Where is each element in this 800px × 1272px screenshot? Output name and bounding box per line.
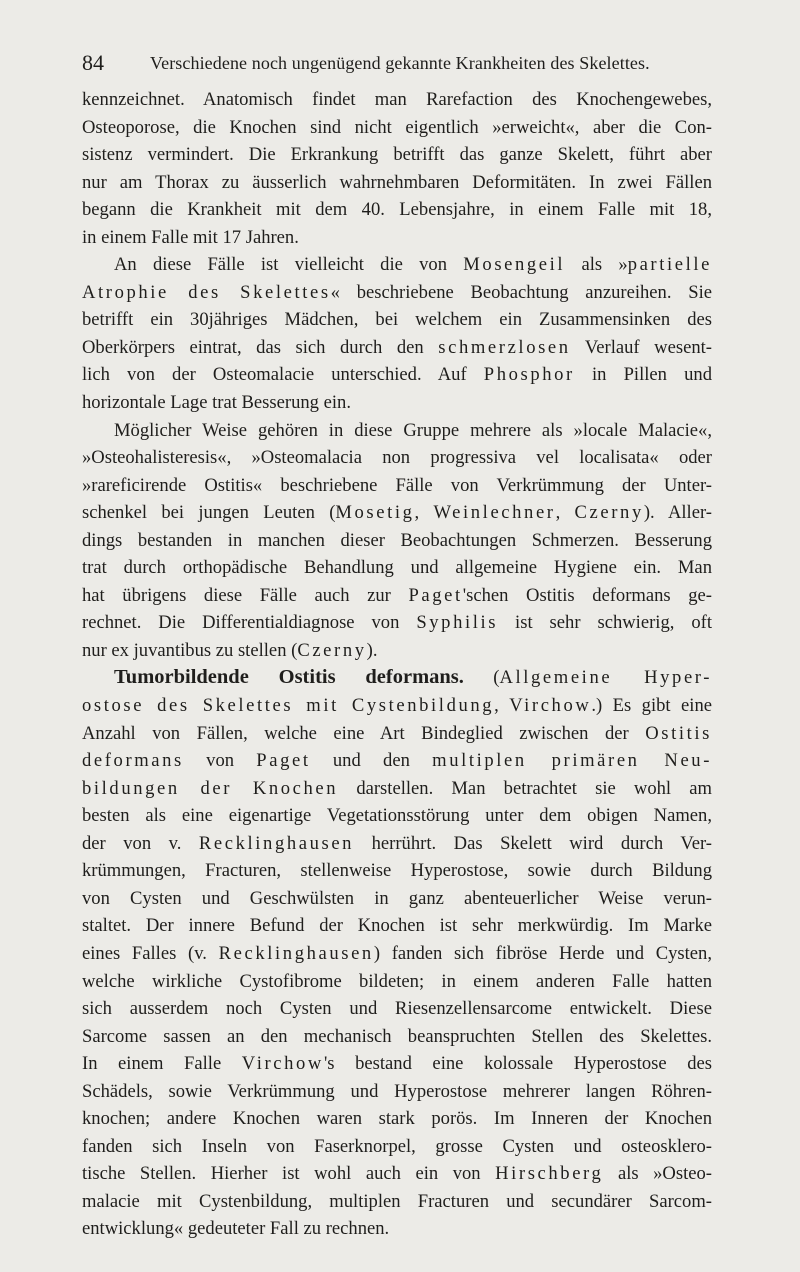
text-run: darstellen. Man betrachtet sie wohl am: [338, 777, 712, 799]
spaced-name: Czerny: [297, 639, 367, 661]
text-run: als »: [565, 254, 628, 276]
page-number: 84: [82, 50, 104, 75]
text-run: ,: [555, 502, 575, 524]
spaced-name: multiplen primären Neu-: [432, 750, 712, 772]
text-line: [82, 747, 712, 775]
text-line: [82, 444, 712, 472]
text-line: [82, 609, 712, 637]
spaced-name: Virchow: [241, 1053, 324, 1075]
spaced-name: Hirschberg: [495, 1163, 604, 1185]
text-run: 's bestand eine kolossale Hyperostose des: [323, 1053, 713, 1075]
text-run: der von v.: [82, 832, 199, 854]
text-run: nur ex juvantibus zu stellen (: [82, 639, 298, 661]
text-run: besten als eine eigenartige Vegetationsstörung unter dem obigen Namen,: [82, 805, 712, 827]
text-line: [82, 334, 712, 362]
text-run: Möglicher Weise gehören in diese Gruppe mehrere als »locale Malacie«,: [114, 419, 712, 441]
text-line: [82, 720, 712, 748]
text-run: betrifft ein 30jähriges Mädchen, bei welchem ein Zusammensinken des: [82, 309, 712, 331]
text-run: ) fanden sich fibröse Herde und Cysten,: [373, 942, 712, 964]
text-run: horizontale Lage trat Besserung ein.: [82, 392, 351, 414]
text-run: « beschriebene Beobachtung anzureihen. Sie: [330, 281, 712, 303]
spaced-name: Mosengeil: [463, 254, 566, 276]
text-line: [82, 775, 712, 803]
body-text: [82, 86, 712, 1243]
text-line: [82, 582, 712, 610]
text-line: [82, 885, 712, 913]
text-run: herrührt. Das Skelett wird durch Ver-: [354, 832, 712, 854]
text-line: [82, 802, 712, 830]
spaced-name: Weinlechner: [433, 502, 556, 524]
text-run: sich ausserdem noch Cysten und Riesenzellensarcome entwickelt. Diese: [82, 998, 712, 1020]
text-line: [82, 527, 712, 555]
text-run: ). Aller-: [643, 502, 712, 524]
text-line: [82, 169, 712, 197]
text-run: dings bestanden in manchen dieser Beobachtungen Schmerzen. Besserung: [82, 529, 712, 551]
text-run: (: [463, 667, 500, 689]
text-line: [82, 830, 712, 858]
text-run: und den: [310, 750, 433, 772]
text-run: Schädels, sowie Verkrümmung und Hyperostose mehrerer langen Röhren-: [82, 1080, 712, 1102]
text-line: [82, 940, 712, 968]
text-run: in Pillen und: [574, 364, 712, 386]
spaced-name: partielle: [627, 254, 712, 276]
text-run: schenkel bei jungen Leuten (: [82, 502, 336, 524]
text-line: [82, 224, 712, 252]
spaced-name: Virchow: [509, 695, 592, 717]
spaced-name: Czerny: [574, 502, 644, 524]
text-run: hat übrigens diese Fälle auch zur: [82, 584, 409, 606]
spaced-name: Recklinghausen: [198, 832, 355, 854]
text-run: begann die Krankheit mit dem 40. Lebensjahre, in einem Falle mit 18,: [82, 199, 712, 221]
text-run: trat durch orthopädische Behandlung und allgemeine Hygiene ein. Man: [82, 557, 712, 579]
text-run: nur am Thorax zu äusserlich wahrnehmbaren Deformitäten. In zwei Fällen: [82, 171, 712, 193]
text-line: [82, 637, 712, 665]
text-run: tische Stellen. Hierher ist wohl auch ein von: [82, 1163, 496, 1185]
text-line: [82, 279, 712, 307]
text-line: [82, 251, 712, 279]
text-line: [82, 912, 712, 940]
text-line: [82, 857, 712, 885]
section-heading: Tumorbildende Ostitis deformans.: [114, 666, 464, 689]
text-run: kennzeichnet. Anatomisch findet man Rarefaction des Knochengewebes,: [82, 89, 712, 110]
text-run: Anzahl von Fällen, welche eine Art Bindeglied zwischen der: [82, 722, 646, 744]
text-line: [82, 1078, 712, 1106]
text-run: von Cysten und Geschwülsten in ganz abenteuerlicher Weise verun-: [82, 887, 712, 909]
spaced-name: Ostitis: [645, 722, 712, 744]
spaced-name: Atrophie des Skelettes: [82, 281, 331, 303]
text-line: [82, 389, 712, 417]
text-run: krümmungen, Fracturen, stellenweise Hyperostose, sowie durch Bildung: [82, 860, 712, 882]
text-line: [82, 499, 712, 527]
spaced-name: Recklinghausen: [218, 942, 374, 964]
text-run: An diese Fälle ist vielleicht die von: [114, 254, 464, 276]
running-title: Verschiedene noch ungenügend gekannte Krankheiten des Skelettes.: [150, 53, 650, 73]
text-line: [82, 1133, 712, 1161]
spaced-name: Paget: [408, 584, 463, 606]
text-run: Verlauf wesent-: [570, 336, 712, 358]
text-run: ist sehr schwierig, oft: [498, 612, 713, 634]
text-run: als »Osteo-: [603, 1163, 713, 1185]
text-line: [82, 1023, 712, 1051]
text-run: Oberkörpers eintrat, das sich durch den: [82, 336, 439, 358]
text-line: [82, 361, 712, 389]
text-run: Sarcome sassen an den mechanisch beanspruchten Stellen des Skelettes.: [82, 1025, 712, 1047]
text-run: entwicklung« gedeuteter Fall zu rechnen.: [82, 1218, 390, 1240]
spaced-name: ostose des Skelettes mit Cystenbildung: [82, 695, 495, 717]
text-line: [82, 1215, 712, 1243]
text-line: [82, 141, 712, 169]
text-run: »Osteohalisteresis«, »Osteomalacia non progressiva vel localisata« oder: [82, 447, 712, 469]
text-line: [82, 692, 712, 720]
text-line: [82, 417, 712, 445]
text-run: welche wirkliche Cystofibrome bildeten; in einem anderen Falle hatten: [82, 970, 712, 992]
spaced-name: Phosphor: [483, 364, 575, 386]
spaced-name: deformans: [82, 750, 184, 772]
page-header: [82, 48, 722, 78]
text-run: lich von der Osteomalacie unterschied. Auf: [82, 364, 484, 386]
text-line: [82, 968, 712, 996]
text-line: [82, 554, 712, 582]
text-run: »rareficirende Ostitis« beschriebene Fälle von Verkrümmung der Unter-: [82, 474, 712, 496]
text-line: [82, 1105, 712, 1133]
text-line: [82, 306, 712, 334]
spaced-name: Mosetig: [335, 502, 415, 524]
text-line: [82, 664, 712, 692]
text-line: [82, 1050, 712, 1078]
text-line: [82, 86, 712, 114]
text-line: [82, 1188, 712, 1216]
text-run: rechnet. Die Differentialdiagnose von: [82, 612, 417, 634]
text-run: eines Falles (v.: [82, 942, 219, 964]
text-line: [82, 114, 712, 142]
text-run: knochen; andere Knochen waren stark porös. Im Inneren der Knochen: [82, 1108, 712, 1130]
text-line: [82, 1160, 712, 1188]
text-run: von: [183, 750, 257, 772]
text-run: Osteoporose, die Knochen sind nicht eigentlich »erweicht«, aber die Con-: [82, 116, 712, 138]
text-run: sistenz vermindert. Die Erkrankung betrifft das ganze Skelett, führt aber: [82, 144, 712, 166]
text-run: ).: [366, 639, 378, 661]
spaced-name: Paget: [256, 750, 311, 772]
spaced-name: bildungen der Knochen: [82, 777, 339, 799]
text-run: .) Es gibt eine: [591, 695, 712, 717]
text-run: ,: [494, 695, 510, 717]
text-line: [82, 196, 712, 224]
text-run: malacie mit Cystenbildung, multiplen Fracturen und secundärer Sarcom-: [82, 1190, 712, 1212]
text-run: fanden sich Inseln von Faserknorpel, grosse Cysten und osteosklero-: [82, 1135, 712, 1157]
spaced-name: schmerzlosen: [438, 336, 571, 358]
spaced-name: Allgemeine Hyper-: [499, 667, 713, 689]
text-run: staltet. Der innere Befund der Knochen ist sehr merkwürdig. Im Marke: [82, 915, 712, 937]
text-run: In einem Falle: [82, 1053, 242, 1075]
text-line: [82, 472, 712, 500]
text-run: ,: [414, 502, 434, 524]
text-line: [82, 995, 712, 1023]
text-run: in einem Falle mit 17 Jahren.: [82, 226, 299, 248]
text-run: 'schen Ostitis deformans ge-: [462, 584, 712, 606]
spaced-name: Syphilis: [416, 612, 499, 634]
